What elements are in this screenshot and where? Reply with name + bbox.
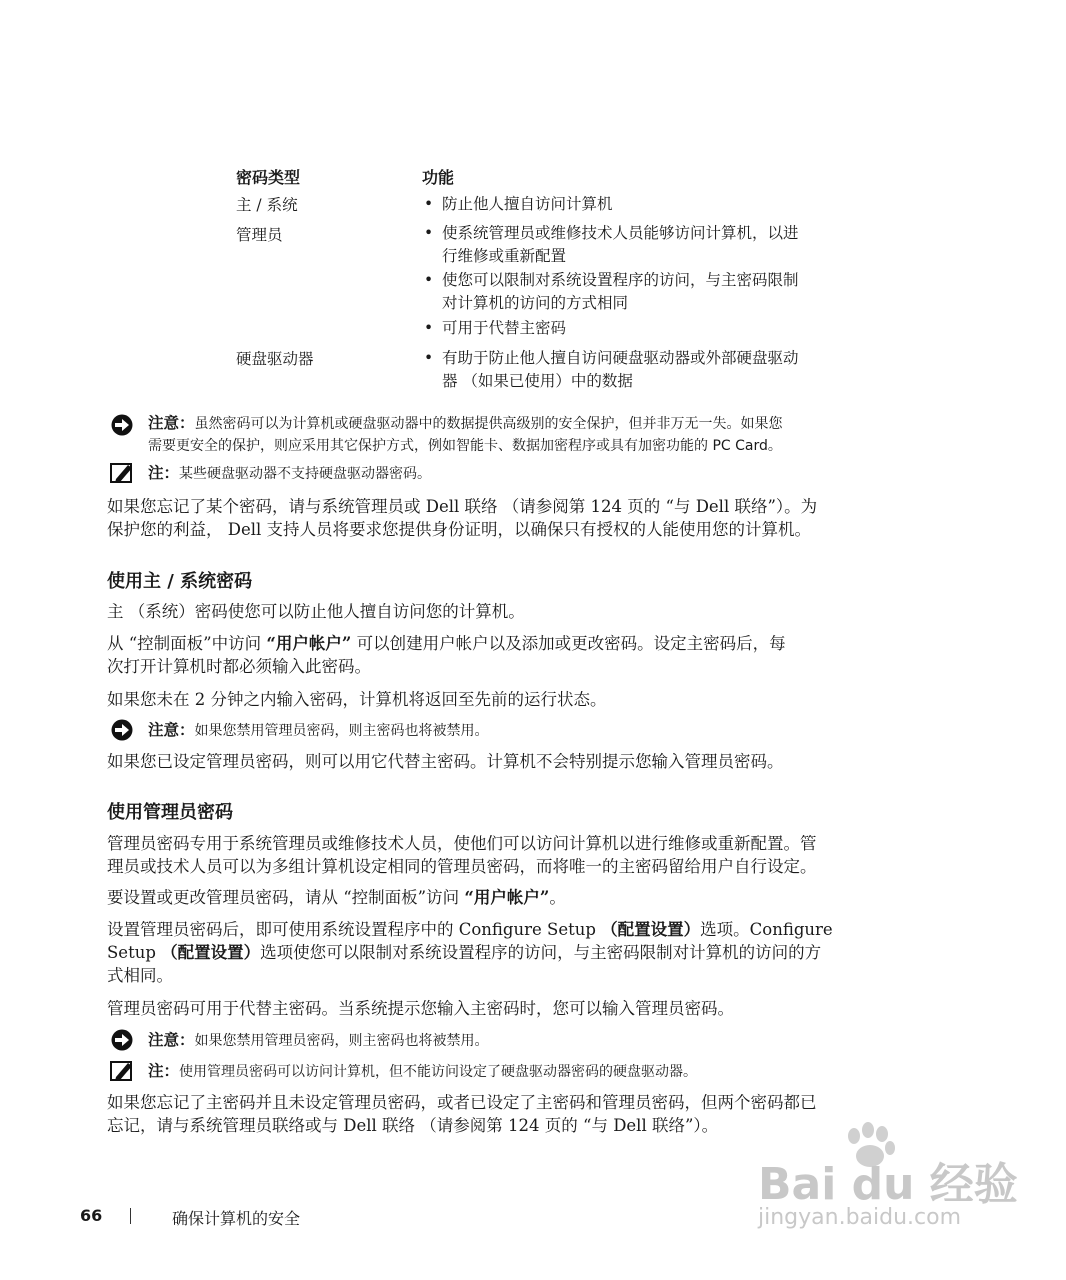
bullet-icon: • bbox=[424, 195, 434, 213]
paragraph: 主 （系统）密码使您可以防止他人擅自访问您的计算机。 bbox=[107, 602, 525, 621]
paragraph: 如果您已设定管理员密码，则可以用它代替主密码。计算机不会特别提示您输入管理员密码。 bbox=[107, 752, 784, 771]
paragraph-user-accounts: 从 “控制面板”中访问 “用户帐户” 可以创建用户帐户以及添加或更改密码。设定主密码后，每 次打开计算机时都必须输入此密码。 bbox=[107, 634, 786, 676]
note-pencil-icon bbox=[110, 462, 136, 484]
bullet-icon: • bbox=[424, 224, 434, 242]
notice-arrow-icon bbox=[110, 414, 136, 436]
section-heading-system-password: 使用主 / 系统密码 bbox=[107, 571, 253, 592]
notice-caution: 注意：如果您禁用管理员密码，则主密码也将被禁用。 bbox=[148, 721, 489, 739]
note-pencil-icon bbox=[110, 1060, 136, 1082]
watermark-brand: Bai du 经验 bbox=[758, 1159, 1018, 1210]
paragraph-configure-setup: 设置管理员密码后，即可使用系统设置程序中的 Configure Setup （配置设置）选项。Configure Setup （配置设置）选项使您可以限制对系统设置程序的访问，与主密码限制对计算机的访问的方 式相同。 bbox=[107, 920, 833, 985]
note-text: 注：某些硬盘驱动器不支持硬盘驱动器密码。 bbox=[148, 464, 432, 482]
bullet-icon: • bbox=[424, 319, 434, 337]
page-number: 66 bbox=[80, 1206, 103, 1225]
paragraph: 管理员密码专用于系统管理员或维修技术人员，使他们可以访问计算机以进行维修或重新配置。管 理员或技术人员可以为多组计算机设定相同的管理员密码，而将唯一的主密码留给用户自行设定。 bbox=[107, 834, 817, 876]
paragraph: 管理员密码可用于代替主密码。当系统提示您输入主密码时，您可以输入管理员密码。 bbox=[107, 999, 734, 1018]
footer-title: 确保计算机的安全 bbox=[172, 1209, 301, 1228]
paragraph: 如果您忘记了主密码并且未设定管理员密码，或者已设定了主密码和管理员密码，但两个密码都已 忘记，请与系统管理员联络或与 Dell 联络 （请参阅第 124 页的 “与 Dell 联络”）。 bbox=[107, 1093, 817, 1135]
table-row-type: 管理员 bbox=[236, 226, 283, 244]
note-text: 注：使用管理员密码可以访问计算机，但不能访问设定了硬盘驱动器密码的硬盘驱动器。 bbox=[148, 1062, 698, 1080]
paragraph-user-accounts: 要设置或更改管理员密码，请从 “控制面板”访问 “用户帐户”。 bbox=[107, 888, 566, 907]
bullet-icon: • bbox=[424, 271, 434, 289]
notice-arrow-icon bbox=[110, 1029, 136, 1051]
notice-caution: 注意：如果您禁用管理员密码，则主密码也将被禁用。 bbox=[148, 1031, 489, 1049]
watermark-url: jingyan.baidu.com bbox=[758, 1205, 962, 1230]
section-heading-admin-password: 使用管理员密码 bbox=[107, 802, 233, 823]
paragraph-forgot-password: 如果您忘记了某个密码，请与系统管理员或 Dell 联络 （请参阅第 124 页的 “与 Dell 联络”）。为 保护您的利益， Dell 支持人员将要求您提供身份证明，以确保只有授权的人能使用您的计算机。 bbox=[107, 497, 818, 539]
notice-arrow-icon bbox=[110, 719, 136, 741]
table-header-function: 功能 bbox=[422, 168, 455, 187]
paragraph: 如果您未在 2 分钟之内输入密码，计算机将返回至先前的运行状态。 bbox=[107, 690, 607, 709]
table-row-type: 主 / 系统 bbox=[236, 196, 298, 214]
footer-divider bbox=[130, 1208, 131, 1224]
table-header-type: 密码类型 bbox=[236, 168, 301, 187]
bullet-icon: • bbox=[424, 349, 434, 367]
table-row-type: 硬盘驱动器 bbox=[236, 350, 314, 368]
notice-caution: 注意：虽然密码可以为计算机或硬盘驱动器中的数据提供高级别的安全保护，但并非万无一失。如果您 需要更安全的保护，则应采用其它保护方式，例如智能卡、数据加密程序或具有加密功能的 PC Card。 bbox=[148, 414, 783, 454]
